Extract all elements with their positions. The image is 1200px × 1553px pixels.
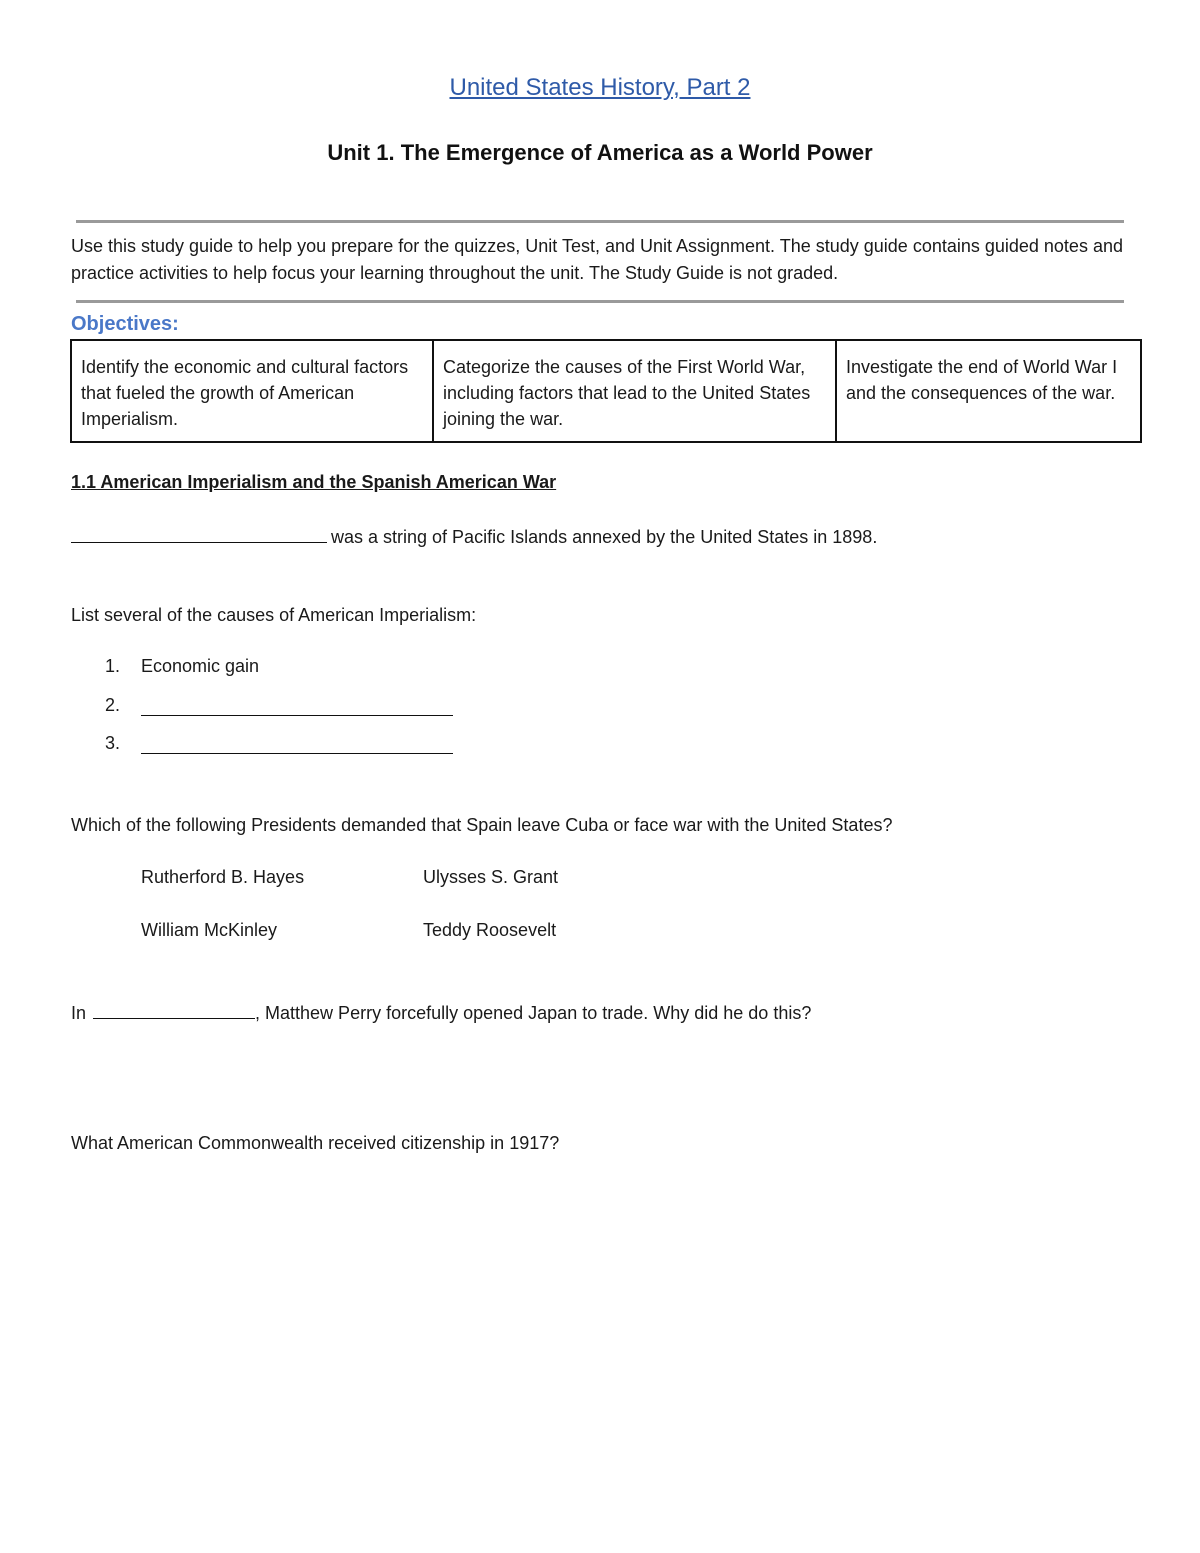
question-perry bbox=[71, 1000, 811, 1024]
list-item bbox=[105, 733, 453, 754]
question-pacific-islands bbox=[71, 524, 877, 548]
choice-grant[interactable]: Ulysses S. Grant bbox=[423, 867, 559, 887]
choice-roosevelt[interactable]: Teddy Roosevelt bbox=[423, 920, 557, 940]
list-answer: Economic gain bbox=[141, 656, 260, 676]
question-presidents-prompt: Which of the following Presidents demanded that Spain leave Cuba or face war with the United States? bbox=[71, 815, 893, 835]
answer-blank[interactable] bbox=[141, 695, 453, 716]
unit-title: Unit 1. The Emergence of America as a World Power bbox=[327, 140, 873, 165]
objective-cell-1: Identify the economic and cultural factors that fueled the growth of American Imperialism. bbox=[81, 357, 409, 429]
answer-blank[interactable] bbox=[93, 1000, 255, 1019]
objectives-table bbox=[70, 339, 1142, 443]
question-prefix: In bbox=[71, 1003, 87, 1023]
answer-blank[interactable] bbox=[141, 733, 453, 754]
list-item bbox=[105, 695, 453, 716]
list-number: 2. bbox=[105, 695, 121, 715]
objectives-heading: Objectives: bbox=[71, 313, 179, 335]
section-heading: 1.1 American Imperialism and the Spanish American War bbox=[71, 472, 557, 492]
course-title: United States History, Part 2 bbox=[449, 74, 751, 101]
choice-hayes[interactable]: Rutherford B. Hayes bbox=[141, 867, 305, 887]
question-text: was a string of Pacific Islands annexed by the United States in 1898. bbox=[331, 527, 878, 547]
choice-mckinley[interactable]: William McKinley bbox=[141, 920, 278, 940]
objective-cell-2: Categorize the causes of the First World War, including factors that lead to the United States joining the war. bbox=[432, 341, 835, 441]
answer-blank[interactable] bbox=[71, 524, 327, 543]
question-suffix: , Matthew Perry forcefully opened Japan to trade. Why did he do this? bbox=[255, 1003, 812, 1023]
list-number: 3. bbox=[105, 733, 121, 753]
question-causes-prompt: List several of the causes of American Imperialism: bbox=[71, 605, 477, 625]
divider-bottom bbox=[76, 300, 1124, 303]
intro-paragraph: Use this study guide to help you prepare for the quizzes, Unit Test, and Unit Assignment. The study guide contains guided notes and practice activities to help focus your learning throughout the unit. The Study Guide is not graded. bbox=[71, 236, 1123, 283]
divider-top bbox=[76, 220, 1124, 223]
list-number: 1. bbox=[105, 656, 121, 676]
objective-cell-3: Investigate the end of World War I and the consequences of the war. bbox=[835, 341, 1140, 441]
question-commonwealth: What American Commonwealth received citizenship in 1917? bbox=[71, 1133, 560, 1153]
list-item bbox=[105, 656, 259, 677]
